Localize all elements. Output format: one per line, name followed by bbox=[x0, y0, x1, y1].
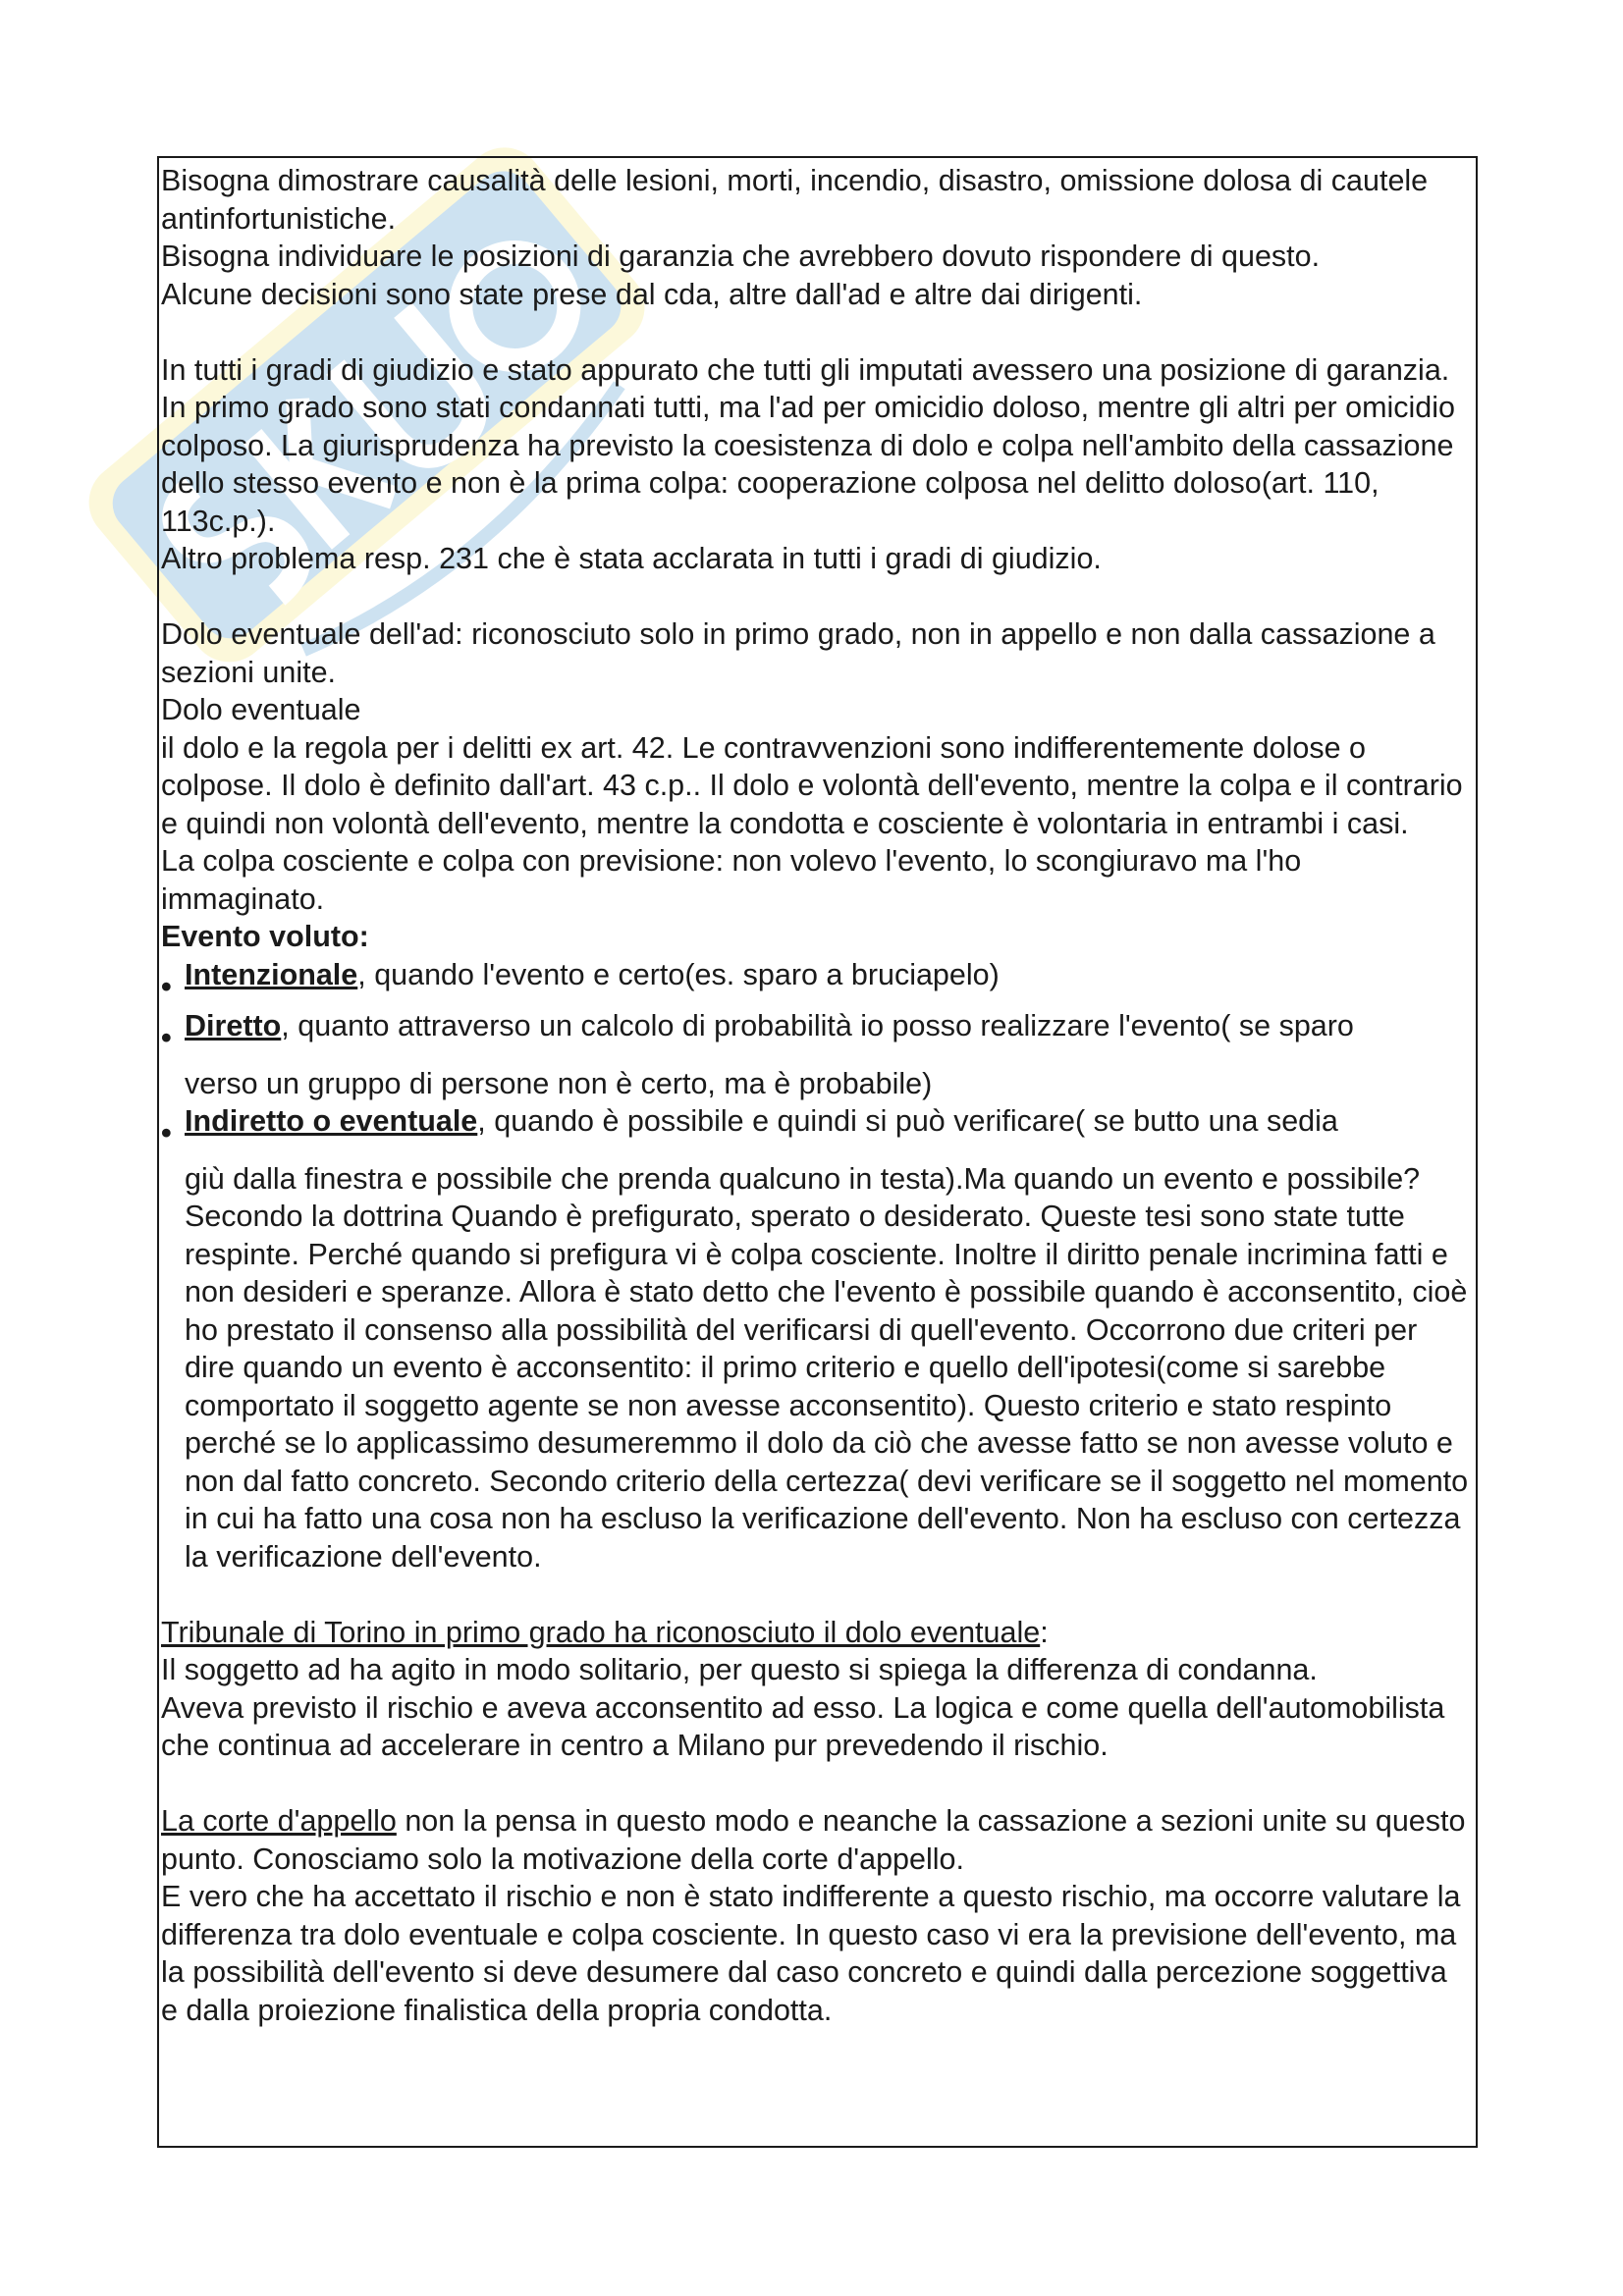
paragraph-accettato-rischio: E vero che ha accettato il rischio e non è stato indifferente a questo rischio, ma occorre valutare la differenza tra dolo eventuale e colpa cosciente. In questo caso vi era la previsione dell'evento, ma la possibilità dell'evento si deve desumere dal caso concreto e quindi dalla percezione soggettiva e dalla proiezione finalistica della propria condotta. bbox=[161, 1880, 1461, 2027]
bullet-icon: • bbox=[161, 969, 172, 1003]
spacer bbox=[161, 1765, 1470, 1803]
term-diretto: Diretto bbox=[185, 1009, 282, 1042]
paragraph-causalita: Bisogna dimostrare causalità delle lesioni, morti, incendio, disastro, omissione dolosa di cautele antinfortunistiche. bbox=[161, 164, 1429, 236]
paragraph-rischio: Aveva previsto il rischio e aveva acconsentito ad esso. La logica e come quella dell'automobilista che continua ad accelerare in centro a Milano pur prevedendo il rischio. bbox=[161, 1690, 1445, 1762]
paragraph-colpa-cosciente: La colpa cosciente e colpa con previsione: non volevo l'evento, lo scongiuravo ma l'ho immaginato. bbox=[161, 844, 1302, 916]
heading-corte-appello: La corte d'appello bbox=[161, 1804, 397, 1838]
paragraph-decisioni: Alcune decisioni sono state prese dal cda, altre dall'ad e altre dai dirigenti. bbox=[161, 277, 1143, 311]
heading-evento-voluto: Evento voluto: bbox=[161, 920, 369, 953]
paragraph-dolo-eventuale-ad: Dolo eventuale dell'ad: riconosciuto solo in primo grado, non in appello e non dalla cassazione a sezioni unite. bbox=[161, 617, 1435, 689]
text-diretto: , quanto attraverso un calcolo di probabilità io posso realizzare l'evento( se sparo bbox=[281, 1009, 1354, 1042]
paragraph-dolo-regola: il dolo e la regola per i delitti ex art. 42. Le contravvenzioni sono indifferentemente dolose o colpose. Il dolo è definito dall'art. 43 c.p.. Il dolo e volontà dell'evento, mentre la colpa e il contrario e quindi non volontà dell'evento, mentre la condotta e cosciente è volontaria in entrambi i casi. bbox=[161, 730, 1463, 840]
paragraph-posizioni-garanzia: Bisogna individuare le posizioni di garanzia che avrebbero dovuto rispondere di questo. bbox=[161, 240, 1321, 273]
text-corte-appello: non la pensa in questo modo e neanche la cassazione a sezioni unite su questo punto. Conosciamo solo la motivazione della corte d'appello. bbox=[161, 1804, 1466, 1876]
text-indiretto: , quando è possibile e quindi si può verificare( se butto una sedia bbox=[477, 1104, 1338, 1138]
bullet-icon: • bbox=[161, 1021, 172, 1054]
colon: : bbox=[1040, 1615, 1049, 1649]
text-indiretto-continued: giù dalla finestra e possibile che prenda qualcuno in testa).Ma quando un evento e possibile? Secondo la dottrina Quando è prefigurato, sperato o desiderato. Queste tesi sono state tutte respinte. Perché quando si prefigura vi è colpa cosciente. Inoltre il diritto penale incrimina fatti e non desideri e speranze. Allora è stato detto che l'evento è possibile quando è acconsentito, cioè ho prestato il consenso alla possibilità del verificarsi di quell'evento. Occorrono due criteri per dire quando un evento è acconsentito: il primo criterio e quello dell'ipotesi(come si sarebbe comportato il soggetto agente se non avesse acconsentito). Questo criterio e stato respinto perché se lo applicassimo desumeremmo il dolo da ciò che avesse fatto se non avesse voluto e non dal fatto concreto. Secondo criterio della certezza( devi verificare se il soggetto nel momento in cui ha fatto una cosa non ha escluso la verificazione dell'evento. Non ha escluso con certezza la verificazione dell'evento. bbox=[185, 1161, 1469, 1574]
text-intenzionale: , quando l'evento e certo(es. sparo a bruciapelo) bbox=[357, 957, 1000, 991]
paragraph-tribunale-torino bbox=[161, 1614, 1470, 1652]
term-intenzionale: Intenzionale bbox=[185, 957, 358, 991]
paragraph-dolo-eventuale-title: Dolo eventuale bbox=[161, 693, 361, 726]
content-box bbox=[157, 156, 1478, 2148]
paragraph-resp-231: Altro problema resp. 231 che è stata acclarata in tutti i gradi di giudizio. bbox=[161, 542, 1102, 575]
spacer bbox=[161, 313, 1470, 351]
paragraph-soggetto-ad: Il soggetto ad ha agito in modo solitario, per questo si spiega la differenza di condanna. bbox=[161, 1653, 1318, 1686]
heading-tribunale-torino: Tribunale di Torino in primo grado ha riconosciuto il dolo eventuale bbox=[161, 1615, 1041, 1649]
spacer bbox=[161, 1575, 1470, 1614]
paragraph-corte-appello bbox=[161, 1802, 1470, 1878]
paragraph-gradi-giudizio: In tutti i gradi di giudizio e stato appurato che tutti gli imputati avessero una posizione di garanzia. bbox=[161, 352, 1450, 387]
paragraph-primo-grado: In primo grado sono stati condannati tutti, ma l'ad per omicidio doloso, mentre gli altri per omicidio colposo. La giurisprudenza ha previsto la coesistenza di dolo e colpa nell'ambito della cassazione dello stesso evento e non è la prima colpa: cooperazione colposa nel delitto doloso(art. 110, 113c.p.). bbox=[161, 391, 1455, 538]
list-item-intenzionale bbox=[161, 956, 1470, 1003]
bullet-icon: • bbox=[161, 1116, 172, 1149]
term-indiretto: Indiretto o eventuale bbox=[185, 1104, 478, 1138]
list-item-indiretto bbox=[161, 1102, 1470, 1575]
spacer bbox=[161, 578, 1470, 616]
text-diretto-continued: verso un gruppo di persone non è certo, ma è probabile) bbox=[185, 1066, 933, 1100]
list-item-diretto bbox=[161, 1007, 1470, 1102]
